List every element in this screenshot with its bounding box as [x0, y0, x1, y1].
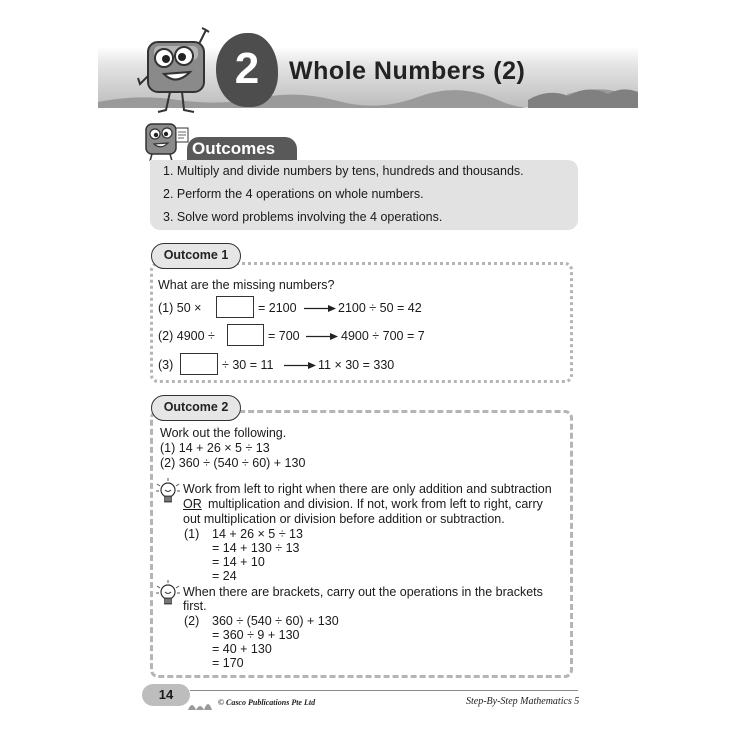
missing-number-blank[interactable]: [216, 296, 254, 318]
missing-number-blank[interactable]: [180, 353, 218, 375]
missing-row-2-equals: = 700: [268, 329, 300, 343]
solution2-step: = 360 ÷ 9 + 130: [212, 628, 300, 642]
tip1-line-1: Work from left to right when there are only addition and subtraction: [183, 482, 552, 496]
missing-row-2-answer: 4900 ÷ 700 = 7: [341, 329, 425, 343]
missing-row-1-answer: 2100 ÷ 50 = 42: [338, 301, 422, 315]
chapter-title: Whole Numbers (2): [289, 57, 526, 85]
outcome-item: 1. Multiply and divide numbers by tens, hundreds and thousands.: [163, 164, 524, 178]
tip1-or: OR: [183, 497, 202, 511]
solution2-step: = 170: [212, 656, 244, 670]
outcome2-pill: Outcome 2: [151, 395, 241, 421]
chapter-number: 2: [234, 44, 260, 93]
lightbulb-icon: [155, 478, 181, 506]
missing-number-blank[interactable]: [227, 324, 264, 346]
mascot-small-icon: [140, 118, 192, 162]
arrow-right-icon: [284, 361, 316, 370]
outcomes-heading: Outcomes: [192, 139, 276, 158]
lightbulb-icon: [155, 580, 181, 608]
page-number: 14: [142, 684, 190, 706]
missing-row-3-left: (3): [158, 358, 174, 372]
solution2-label: (2): [184, 614, 200, 628]
mascot-icon: [136, 26, 218, 114]
tip1-line-2: multiplication and division. If not, work from left to right, carry: [208, 497, 543, 511]
missing-row-1-equals: = 2100: [258, 301, 297, 315]
arrow-right-icon: [304, 304, 336, 313]
outcome2-problem-2: (2) 360 ÷ (540 ÷ 60) + 130: [160, 456, 306, 470]
outcome-item: 2. Perform the 4 operations on whole numbers.: [163, 187, 424, 201]
tip1-line-3: out multiplication or division before addition or subtraction.: [183, 512, 505, 526]
solution1-step: 14 + 26 × 5 ÷ 13: [212, 527, 303, 541]
solution1-step: = 14 + 130 ÷ 13: [212, 541, 300, 555]
solution2-step: = 40 + 130: [212, 642, 272, 656]
arrow-right-icon: [306, 332, 338, 341]
solution1-step: = 14 + 10: [212, 555, 265, 569]
solution1-label: (1): [184, 527, 200, 541]
outcome1-pill: Outcome 1: [151, 243, 241, 269]
footer-rule: [190, 690, 578, 691]
outcome2-intro: Work out the following.: [160, 426, 287, 440]
tip2-line-1: When there are brackets, carry out the operations in the brackets: [183, 585, 543, 599]
missing-row-3-answer: 11 × 30 = 330: [318, 358, 395, 372]
footer-copyright: © Casco Publications Pte Ltd: [218, 698, 316, 707]
solution2-step: 360 ÷ (540 ÷ 60) + 130: [212, 614, 339, 628]
footer-grass-decoration: [186, 696, 216, 710]
outcome1-question: What are the missing numbers?: [158, 278, 335, 292]
outcome2-problem-1: (1) 14 + 26 × 5 ÷ 13: [160, 441, 270, 455]
missing-row-2-left: (2) 4900 ÷: [158, 329, 215, 343]
solution1-step: = 24: [212, 569, 237, 583]
missing-row-1-left: (1) 50 ×: [158, 301, 202, 315]
footer-book-title: Step-By-Step Mathematics 5: [466, 696, 580, 707]
tip2-line-2: first.: [183, 599, 207, 613]
missing-row-3-equals: ÷ 30 = 11: [222, 358, 274, 372]
outcome-item: 3. Solve word problems involving the 4 operations.: [163, 210, 443, 224]
